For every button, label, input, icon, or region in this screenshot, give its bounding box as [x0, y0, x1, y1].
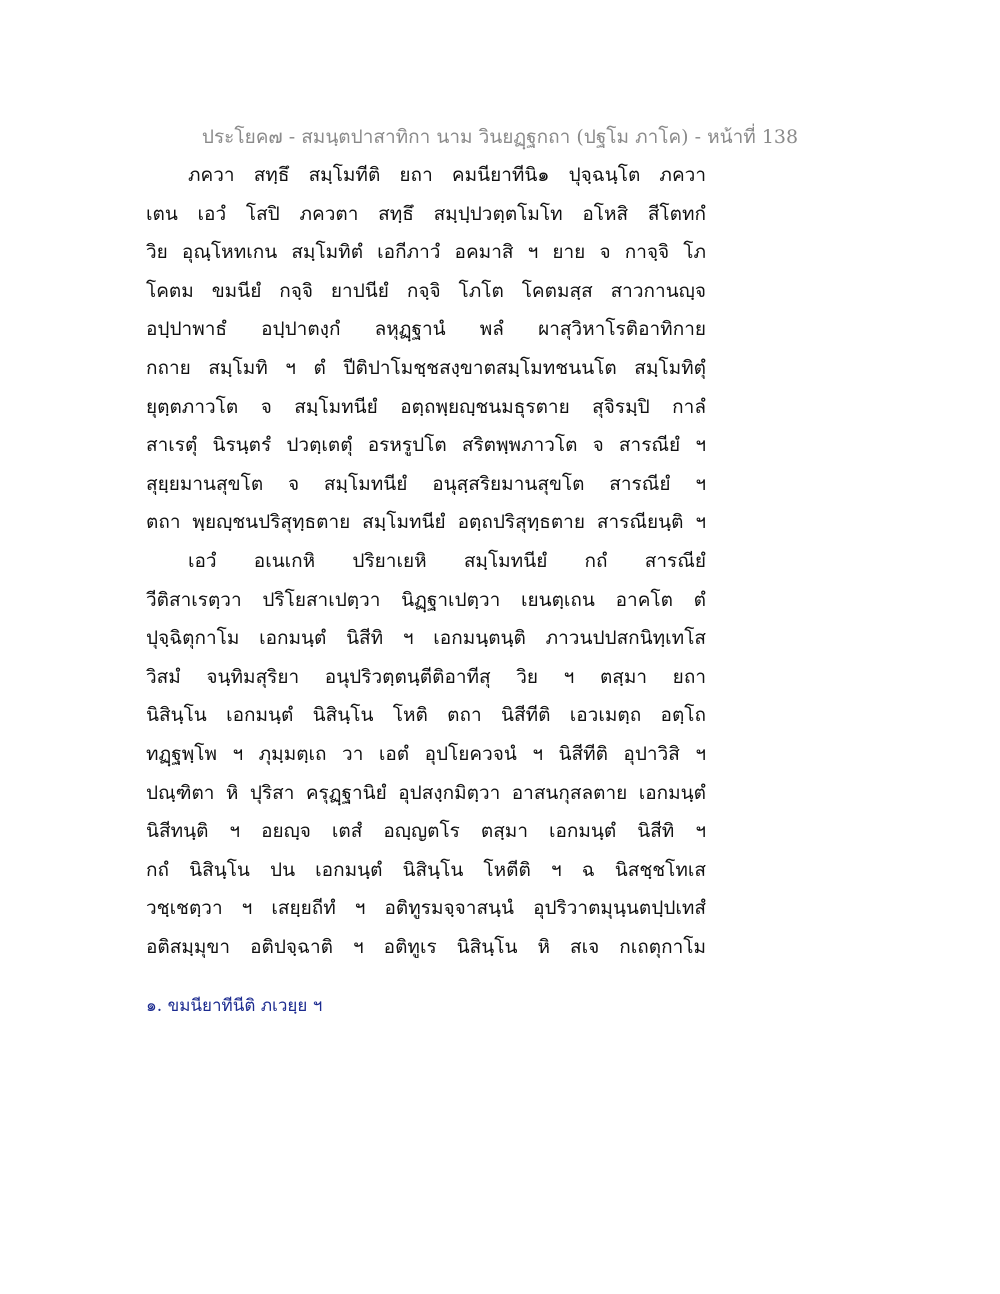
text-line: ปุจฺฉิตุกาโม เอกมนฺตํ นิสีทิ ฯ เอกมนฺตนฺติ ภาวนปปสกนิทฺเทโส — [146, 627, 706, 650]
text-line: วิสมํ จนฺทิมสุริยา อนุปริวตฺตนฺตีติอาทีสุ วิย ฯ ตสฺมา ยถา — [146, 665, 706, 688]
text-line: กถาย สมฺโมทิ ฯ ตํ ปีติปาโมชฺชสงฺขาตสมฺโมทชนนโต สมฺโมทิตุํ — [146, 356, 706, 379]
text-line: วิย อุณฺโหทเกน สมฺโมทิตํ เอกีภาวํ อคมาสิ ฯ ยาย จ กาจฺจิ โภ — [146, 241, 706, 264]
text-line: กถํ นิสินฺโน ปน เอกมนฺตํ นิสินฺโน โหตีติ ฯ ฉ นิสชฺชโทเส — [146, 858, 706, 881]
text-line: ทฏฺฐพฺโพ ฯ ภุมฺมตฺเถ วา เอตํ อุปโยควจนํ ฯ นิสีทีติ อุปาวิสิ ฯ — [146, 742, 706, 765]
text-line: ตถา พฺยญฺชนปริสุทฺธตาย สมฺโมทนียํ อตฺถปริสุทฺธตาย สารณียนฺติ ฯ — [146, 511, 706, 534]
text-line: อปฺปาพาธํ อปฺปาตงฺกํ ลหุฏฺฐานํ พลํ ผาสุวิหาโรติอาทิกาย — [146, 318, 706, 341]
text-line: วชฺเชตฺวา ฯ เสยฺยถีทํ ฯ อติทูรมจฺจาสนฺนํ อุปริวาตมุนฺนตปฺปเทสํ — [146, 897, 706, 920]
text-line: นิสินฺโน เอกมนฺตํ นิสินฺโน โหติ ตถา นิสีทีติ เอวเมตฺถ อตฺโถ — [146, 704, 706, 727]
text-line: วีติสาเรตฺวา ปริโยสาเปตฺวา นิฏฺฐาเปตฺวา เยนตฺเถน อาคโต ตํ — [146, 588, 706, 611]
text-line: เตน เอวํ โสปิ ภควตา สทฺธึ สมฺปฺปวตฺตโมโท อโหสิ สีโตทกํ — [146, 202, 706, 225]
text-line: สุยฺยมานสุขโต จ สมฺโมทนียํ อนุสฺสริยมานสุขโต สารณียํ ฯ — [146, 472, 706, 495]
footnote: ๑. ขมนียาทีนีติ ภเวยฺย ฯ — [146, 996, 323, 1016]
text-line: อติสมฺมุขา อติปจฺฉาติ ฯ อติทูเร นิสินฺโน หิ สเจ กเถตุกาโม — [146, 935, 706, 958]
text-line: นิสีทนฺติ ฯ อยญฺจ เตสํ อญฺญตโร ตสฺมา เอกมนฺตํ นิสีทิ ฯ — [146, 820, 706, 843]
body-text — [146, 156, 706, 966]
text-line: สาเรตุํ นิรนฺตรํ ปวตฺเตตุํ อรหรูปโต สริตพฺพภาวโต จ สารณียํ ฯ — [146, 434, 706, 457]
text-line: ยุตฺตภาวโต จ สมฺโมทนียํ อตฺถพฺยญฺชนมธุรตาย สุจิรมฺปิ กาลํ — [146, 395, 706, 418]
text-line: โคตม ขมนียํ กจฺจิ ยาปนียํ กจฺจิ โภโต โคตมสฺส สาวกานญฺจ — [146, 279, 706, 302]
text-line: เอวํ อเนเกหิ ปริยาเยหิ สมฺโมทนียํ กถํ สารณียํ — [188, 549, 706, 572]
text-line: ภควา สทฺธึ สมฺโมทีติ ยถา คมนียาทีนิ๑ ปุจฺฉนฺโต ภควา — [188, 164, 706, 186]
page-header: ประโยค๗ - สมนฺตปาสาทิกา นาม วินยฏฺฐกถา (ปฐโม ภาโค) - หน้าที่ 138 — [201, 126, 799, 148]
text-line: ปณฺฑิตา หิ ปุริสา ครุฏฺฐานิยํ อุปสงฺกมิตฺวา อาสนกุสลตาย เอกมนฺตํ — [146, 781, 706, 804]
